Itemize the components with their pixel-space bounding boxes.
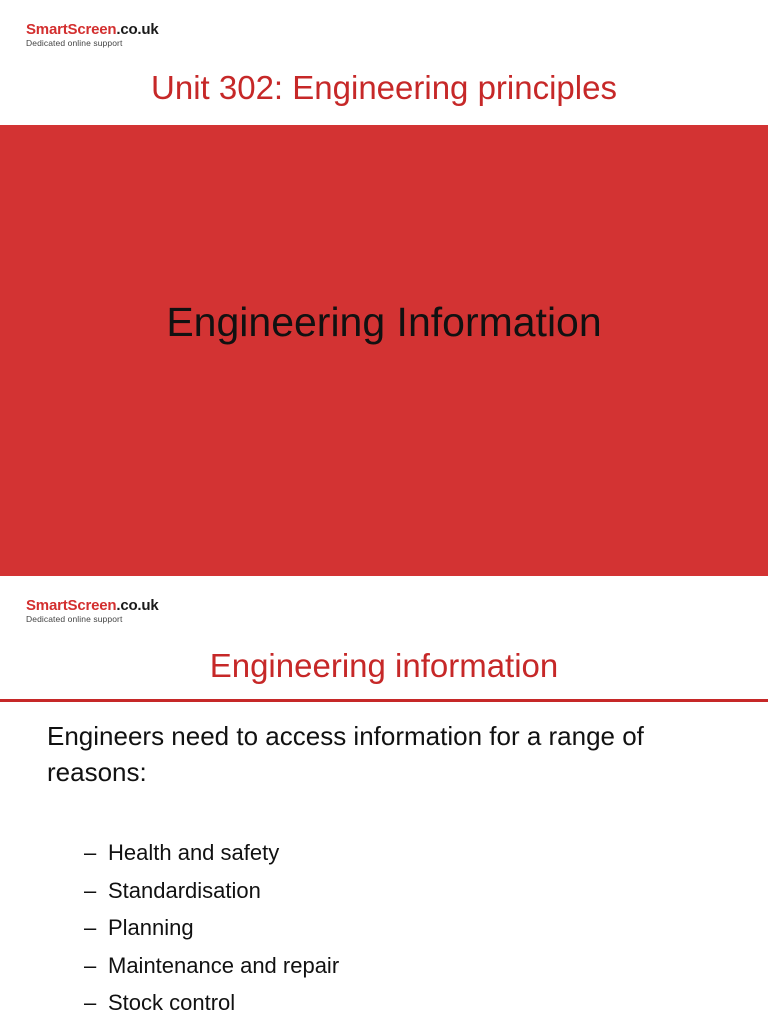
dash-marker: – — [84, 840, 97, 865]
smartscreen-logo — [26, 598, 159, 624]
logo-brand-dark: .co.uk — [116, 597, 159, 614]
slide-title: Engineering information — [209, 647, 559, 684]
list-item — [84, 988, 339, 1024]
content-slide — [0, 576, 768, 1024]
list-item — [84, 913, 339, 951]
list-item-label: Planning — [108, 915, 194, 940]
section-title: Engineering Information — [166, 299, 602, 345]
unit-title: Unit 302: Engineering principles — [151, 69, 617, 106]
logo-wordmark — [26, 598, 159, 613]
list-item — [84, 951, 339, 989]
reasons-list — [84, 838, 339, 1024]
title-divider — [0, 699, 768, 702]
dash-marker: – — [84, 915, 97, 940]
logo-tagline: Dedicated online support — [26, 614, 123, 624]
logo-wordmark — [26, 22, 159, 37]
list-item-label: Maintenance and repair — [108, 952, 340, 978]
list-item — [84, 876, 339, 914]
logo-brand-red: SmartScreen — [26, 21, 117, 38]
intro-text: Engineers need to access information for a range of reasons: — [47, 721, 644, 787]
dash-marker: – — [84, 952, 97, 978]
list-item-label: Health and safety — [108, 840, 280, 865]
list-item-label: Standardisation — [108, 877, 261, 903]
smartscreen-logo — [26, 22, 159, 48]
logo-tagline: Dedicated online support — [26, 38, 123, 48]
list-item-label: Stock control — [108, 990, 236, 1015]
logo-brand-red: SmartScreen — [26, 597, 117, 614]
list-item — [84, 838, 339, 876]
logo-brand-dark: .co.uk — [116, 21, 159, 38]
red-title-panel — [0, 125, 768, 576]
dash-marker: – — [84, 990, 97, 1015]
dash-marker: – — [84, 877, 97, 903]
